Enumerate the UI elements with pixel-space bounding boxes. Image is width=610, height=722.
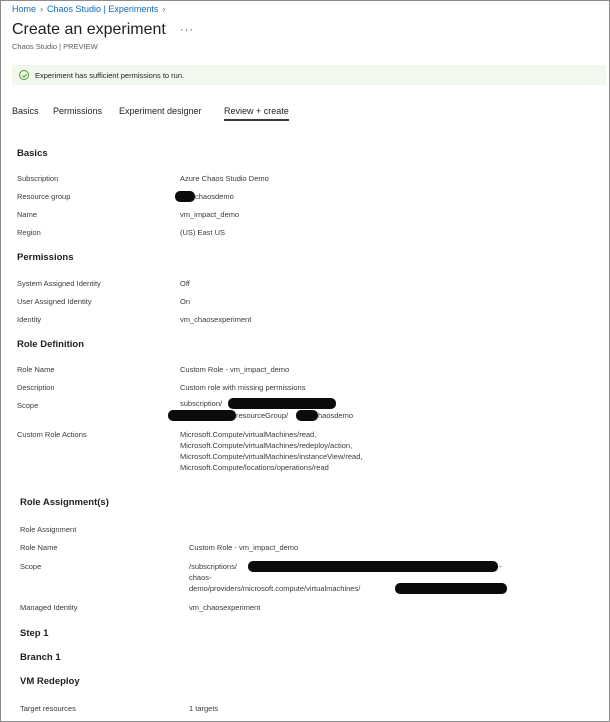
value-role-name: Custom Role - vm_impact_demo: [180, 365, 290, 374]
branch-title: Branch 1: [20, 652, 61, 663]
value-role-name: Custom Role - vm_impact_demo: [189, 543, 299, 552]
label-identity: Identity: [17, 315, 42, 324]
value-scope-line2: chaos-: [189, 573, 212, 582]
value-subscription: Azure Chaos Studio Demo: [180, 174, 269, 183]
banner-text: Experiment has sufficient permissions to run.: [35, 70, 185, 80]
value-system-assigned-identity: Off: [180, 279, 190, 288]
more-options-icon[interactable]: ···: [180, 24, 194, 36]
label-managed-identity: Managed Identity: [20, 603, 78, 612]
label-role-name: Role Name: [20, 543, 58, 552]
breadcrumb-experiments-link[interactable]: Chaos Studio | Experiments: [47, 4, 159, 14]
value-target-resources: 1 targets: [189, 704, 219, 713]
value-resource-group: chaosdemo: [195, 192, 234, 201]
section-title-role-definition: Role Definition: [17, 339, 85, 350]
tab-permissions[interactable]: Permissions: [53, 106, 103, 116]
label-resource-group: Resource group: [17, 192, 71, 201]
page-title: Create an experiment: [12, 21, 166, 38]
label-scope: Scope: [20, 562, 42, 571]
value-description: Custom role with missing permissions: [180, 383, 306, 392]
breadcrumb: [12, 4, 165, 14]
value-managed-identity: vm_chaosexperiment: [189, 603, 261, 612]
label-user-assigned-identity: User Assigned Identity: [17, 297, 92, 306]
value-region: (US) East US: [180, 228, 226, 237]
label-custom-role-actions: Custom Role Actions: [17, 430, 87, 439]
chevron-right-icon: ›: [40, 4, 44, 14]
wizard-tabs: [12, 106, 312, 124]
label-role-assignment: Role Assignment: [20, 525, 77, 534]
value-custom-role-action: Microsoft.Compute/virtualMachines/instanceView/read,: [180, 452, 363, 461]
redacted-block: [175, 191, 195, 202]
section-title-role-assignments: Role Assignment(s): [20, 497, 109, 508]
value-custom-role-action: Microsoft.Compute/locations/operations/read: [180, 463, 329, 472]
label-subscription: Subscription: [17, 174, 59, 183]
value-scope-line1: /subscriptions/: [189, 562, 237, 571]
value-identity: vm_chaosexperiment: [180, 315, 252, 324]
redacted-block: [395, 583, 507, 594]
tab-review-create[interactable]: Review + create: [224, 106, 289, 121]
value-custom-role-action: Microsoft.Compute/virtualMachines/read,: [180, 430, 317, 439]
value-custom-role-action: Microsoft.Compute/virtualMachines/redeploy/action,: [180, 441, 353, 450]
tab-basics[interactable]: Basics: [12, 106, 39, 116]
value-scope-line3: demo/providers/microsoft.compute/virtualmachines/: [189, 584, 361, 593]
chevron-right-icon: ›: [162, 4, 166, 14]
redacted-block: [228, 398, 336, 409]
value-user-assigned-identity: On: [180, 297, 191, 306]
section-title-permissions: Permissions: [17, 252, 74, 263]
breadcrumb-home-link[interactable]: Home: [12, 4, 37, 14]
permissions-status-banner: [12, 65, 606, 85]
value-name: vm_impact_demo: [180, 210, 240, 219]
label-scope: Scope: [17, 401, 39, 410]
label-target-resources: Target resources: [20, 704, 76, 713]
action-title: VM Redeploy: [20, 676, 80, 687]
redacted-block: [296, 410, 318, 421]
value-scope-group-name: haosdemo: [318, 411, 354, 420]
redacted-block: [248, 561, 498, 572]
step-title: Step 1: [20, 628, 49, 639]
label-description: Description: [17, 383, 55, 392]
value-scope-resource-group: resourceGroup/: [236, 411, 289, 420]
label-name: Name: [17, 210, 38, 219]
value-scope-line1-end: -: [499, 562, 502, 571]
check-circle-icon: [19, 70, 29, 80]
label-region: Region: [17, 228, 41, 237]
tab-experiment-designer[interactable]: Experiment designer: [119, 106, 202, 116]
label-system-assigned-identity: System Assigned Identity: [17, 279, 101, 288]
label-role-name: Role Name: [17, 365, 55, 374]
section-title-basics: Basics: [17, 148, 48, 159]
value-scope-line1: subscription/: [180, 399, 223, 408]
page-subtitle: Chaos Studio | PREVIEW: [12, 42, 98, 51]
redacted-block: [168, 410, 236, 421]
